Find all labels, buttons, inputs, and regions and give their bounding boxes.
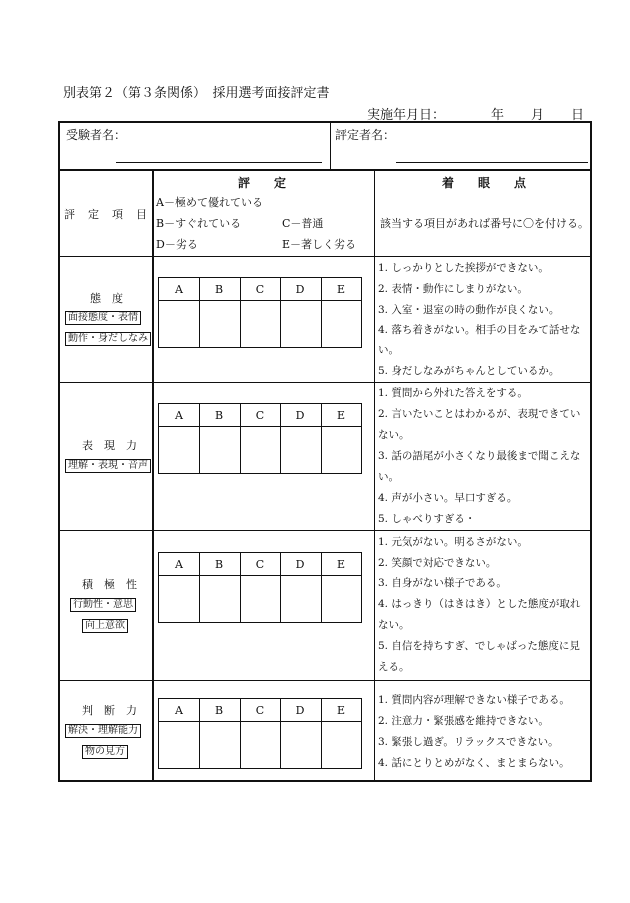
section-title: 態 度 xyxy=(90,292,123,305)
grade-e[interactable]: E xyxy=(336,409,346,422)
grade-b[interactable]: B xyxy=(214,409,224,422)
year-label: 年 xyxy=(491,108,505,123)
scale-b: B－すぐれている xyxy=(156,217,242,230)
section-tag: 理解・表現・音声 xyxy=(65,459,151,473)
month-label: 月 xyxy=(531,108,545,123)
focus-note[interactable]: 5. 自信を持ちすぎ、でしゃばった態度に見 xyxy=(378,640,580,652)
grade-c[interactable]: C xyxy=(255,704,265,717)
grade-c[interactable]: C xyxy=(255,558,265,571)
grade-a[interactable]: A xyxy=(175,704,183,717)
document-title: 別表第２（第３条関係） 採用選考面接評定書 xyxy=(63,86,330,101)
focus-note[interactable]: 5. 身だしなみがちゃんとしているか。 xyxy=(378,365,560,377)
focus-note[interactable]: 1. 質問内容が理解できない様子である。 xyxy=(378,694,570,706)
focus-note[interactable]: 1. 元気がない。明るさがない。 xyxy=(378,536,528,548)
scale-c: C－普通 xyxy=(282,217,324,230)
grade-b[interactable]: B xyxy=(214,283,224,296)
focus-instruction: 該当する項目があれば番号に〇を付ける。 xyxy=(380,217,589,230)
item-header: 評 定 項 目 xyxy=(64,208,148,221)
grade-box[interactable] xyxy=(158,277,362,348)
section-title: 積 極 性 xyxy=(82,578,137,591)
grade-b[interactable]: B xyxy=(214,558,224,571)
date-label: 実施年月日： xyxy=(367,108,446,123)
grade-c[interactable]: C xyxy=(255,409,265,422)
grade-box[interactable] xyxy=(158,552,362,623)
section-tag: 物の見方 xyxy=(82,745,128,759)
focus-note: い。 xyxy=(378,344,399,356)
focus-note: ない。 xyxy=(378,429,410,441)
focus-note[interactable]: 3. 緊張し過ぎ。リラックスできない。 xyxy=(378,736,559,748)
section-tag: 向上意欲 xyxy=(82,619,128,633)
focus-note[interactable]: 3. 入室・退室の時の動作が良くない。 xyxy=(378,304,560,316)
scale-e: E－著しく劣る xyxy=(282,238,357,251)
grade-e[interactable]: E xyxy=(336,558,346,571)
evaluator-label: 評定者名： xyxy=(335,128,396,142)
focus-note[interactable]: 4. はっきり（はきはき）とした態度が取れ xyxy=(378,598,581,610)
focus-note: い。 xyxy=(378,471,399,483)
focus-note[interactable]: 1. しっかりとした挨拶ができない。 xyxy=(378,262,549,274)
grade-box[interactable] xyxy=(158,403,362,474)
focus-note: える。 xyxy=(378,661,410,673)
focus-note[interactable]: 2. 注意力・緊張感を維持できない。 xyxy=(378,715,549,727)
focus-note[interactable]: 2. 表情・動作にしまりがない。 xyxy=(378,283,528,295)
focus-note[interactable]: 3. 話の語尾が小さくなり最後まで聞こえな xyxy=(378,450,581,462)
section-tag: 解決・理解能力 xyxy=(65,724,141,738)
focus-header: 着 眼 点 xyxy=(442,176,527,190)
focus-note[interactable]: 2. 言いたいことはわかるが、表現できてい xyxy=(378,408,581,420)
scale-a: A－極めて優れている xyxy=(156,196,263,209)
section-tag: 動作・身だしなみ xyxy=(65,332,151,346)
rating-header: 評 定 xyxy=(238,176,287,190)
grade-box[interactable] xyxy=(158,698,362,769)
grade-d[interactable]: D xyxy=(295,409,305,422)
grade-e[interactable]: E xyxy=(336,283,346,296)
scale-d: D－劣る xyxy=(156,238,198,251)
focus-note: ない。 xyxy=(378,619,410,631)
examinee-name-field[interactable] xyxy=(116,162,322,163)
evaluation-form xyxy=(58,121,592,782)
grade-a[interactable]: A xyxy=(175,558,183,571)
grade-d[interactable]: D xyxy=(295,283,305,296)
examinee-label: 受験者名： xyxy=(66,128,127,142)
focus-note[interactable]: 2. 笑顔で対応できない。 xyxy=(378,557,497,569)
focus-note[interactable]: 5. しゃべりすぎる・ xyxy=(378,513,476,525)
section-title: 表 現 力 xyxy=(82,439,137,452)
focus-note[interactable]: 1. 質問から外れた答えをする。 xyxy=(378,387,528,399)
focus-note[interactable]: 4. 話にとりとめがなく、まとまらない。 xyxy=(378,757,570,769)
section-tag: 行動性・意思 xyxy=(70,598,136,612)
focus-note[interactable]: 4. 声が小さい。早口すぎる。 xyxy=(378,492,518,504)
section-tag: 面接態度・表情 xyxy=(65,311,141,325)
grade-b[interactable]: B xyxy=(214,704,224,717)
grade-d[interactable]: D xyxy=(295,558,305,571)
focus-note[interactable]: 4. 落ち着きがない。相手の目をみて話せな xyxy=(378,324,581,336)
grade-d[interactable]: D xyxy=(295,704,305,717)
focus-note[interactable]: 3. 自身がない様子である。 xyxy=(378,577,507,589)
day-label: 日 xyxy=(571,108,585,123)
grade-a[interactable]: A xyxy=(175,283,183,296)
evaluator-name-field[interactable] xyxy=(396,162,588,163)
grade-a[interactable]: A xyxy=(175,409,183,422)
section-title: 判 断 力 xyxy=(82,704,137,717)
grade-c[interactable]: C xyxy=(255,283,265,296)
grade-e[interactable]: E xyxy=(336,704,346,717)
